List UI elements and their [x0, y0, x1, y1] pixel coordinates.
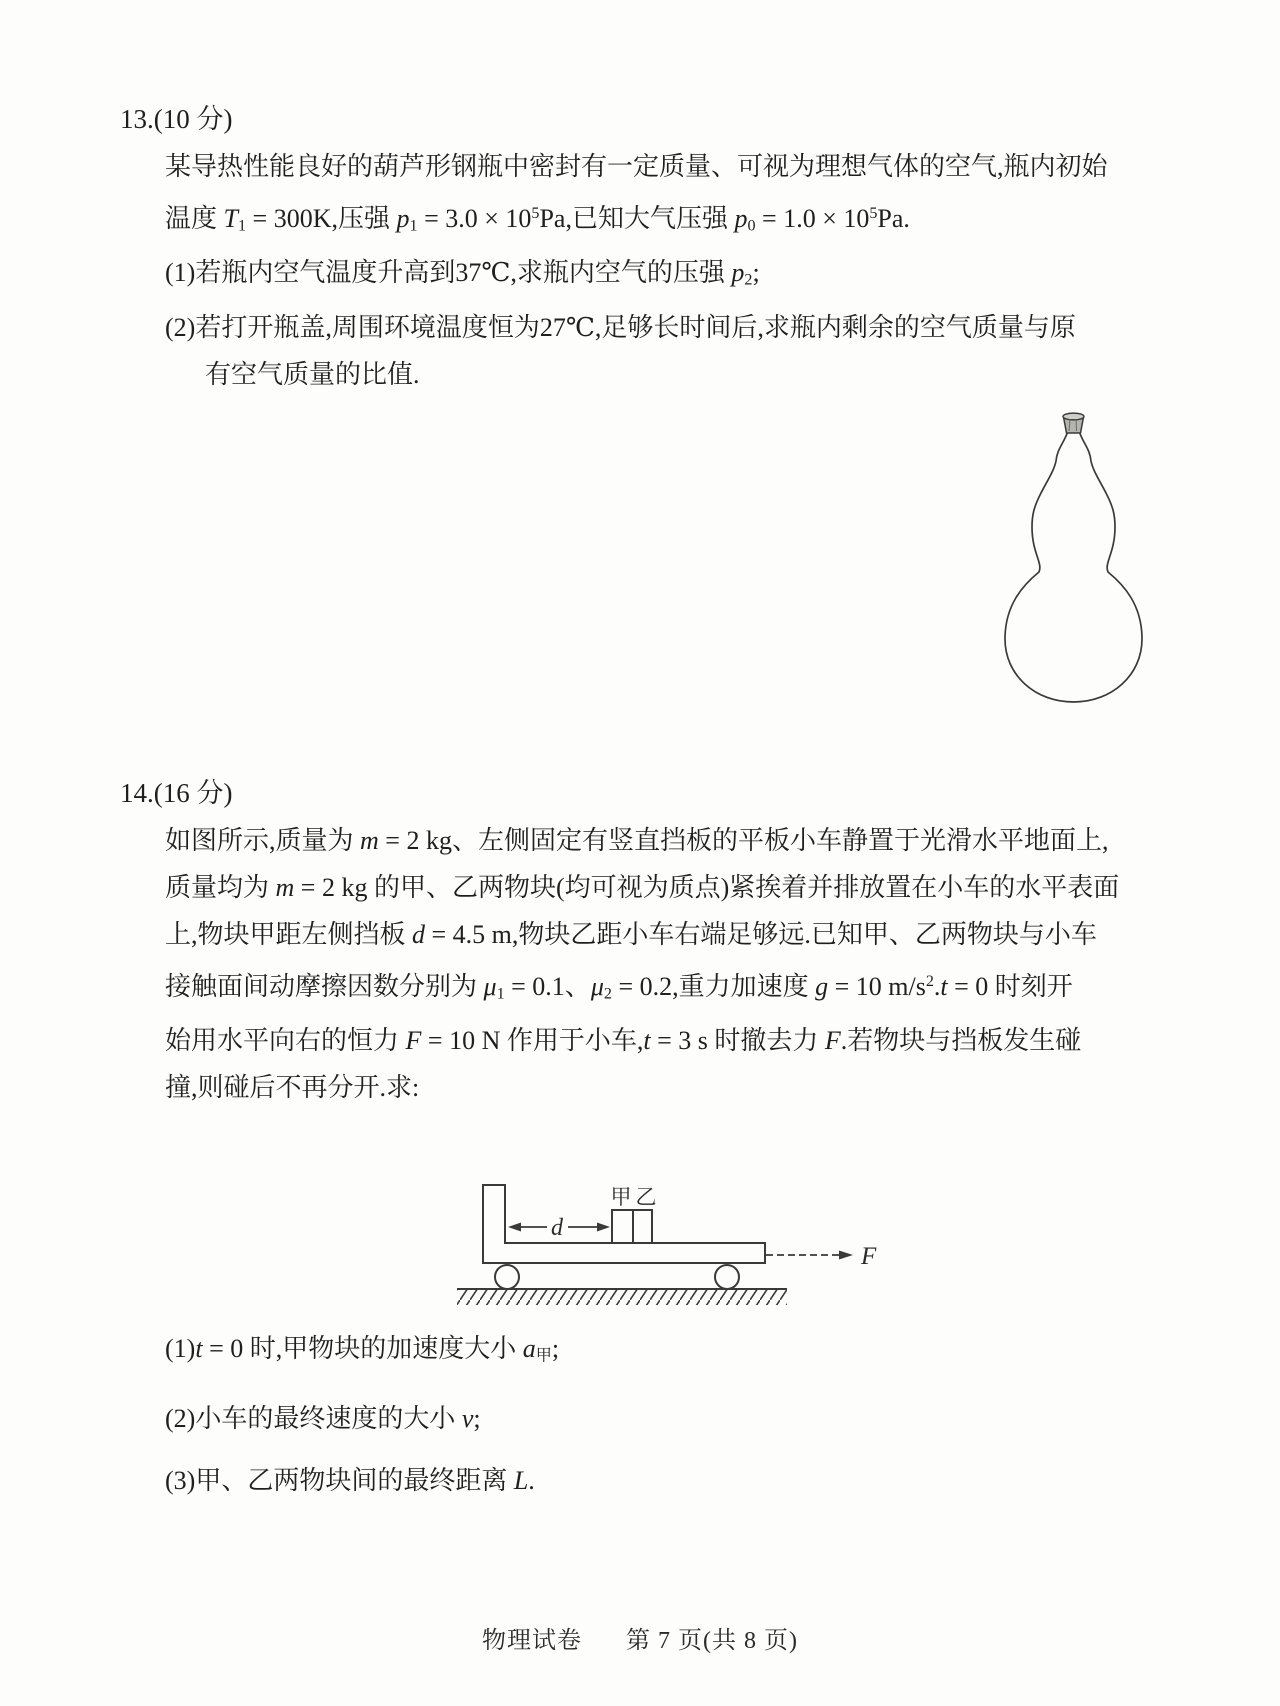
- exam-title: 物理试卷: [482, 1628, 582, 1654]
- question-13-header: [120, 96, 1140, 143]
- question-14-number: 14.: [120, 778, 154, 808]
- cart-figure: [420, 1180, 900, 1315]
- block-yi: [633, 1210, 652, 1243]
- question-14-text-line-5: 始用水平向右的恒力 F = 10 N 作用于小车,t = 3 s 时撤去力 F.若物块与挡板发生碰: [165, 1026, 1082, 1056]
- wheel-right-icon: [715, 1265, 739, 1289]
- page-indicator: 第 7 页(共 8 页): [626, 1628, 798, 1654]
- question-13-number: 13.: [120, 104, 154, 134]
- block-yi-label: 乙: [635, 1185, 657, 1209]
- question-14-header: [120, 770, 1140, 817]
- gourd-bottle-figure: [995, 405, 1155, 705]
- question-13-text-line-1: 某导热性能良好的葫芦形钢瓶中密封有一定质量、可视为理想气体的空气,瓶内初始: [165, 152, 1108, 181]
- question-14: [120, 770, 1140, 1111]
- question-14-items: [165, 1318, 1065, 1512]
- question-14-subitem-3: (3)甲、乙两物块间的最终距离 L.: [165, 1465, 535, 1495]
- wheel-left-icon: [495, 1265, 519, 1289]
- question-14-text-line-1: 如图所示,质量为 m = 2 kg、左侧固定有竖直挡板的平板小车静置于光滑水平地面上,: [165, 826, 1109, 855]
- question-14-text-line-6: 撞,则碰后不再分开.求:: [165, 1073, 420, 1103]
- question-13: [120, 96, 1140, 398]
- page-footer: [0, 1620, 1280, 1655]
- distance-label: d: [551, 1215, 563, 1241]
- gourd-outline: [1005, 431, 1142, 702]
- question-13-text-line-2: 温度 T1 = 300K,压强 $p1 = 3.0 \times 10^5Pa$,已知大气压强 $p0 = 1.0 \times 10^5Pa$.: [165, 203, 910, 235]
- force-arrow: [766, 1251, 853, 1260]
- question-14-subitem-2: (2)小车的最终速度的大小 v;: [165, 1403, 481, 1433]
- question-14-score: (16 分): [153, 778, 233, 808]
- question-14-text-line-2: 质量均为 m = 2 kg 的甲、乙两物块(均可视为质点)紧挨着并排放置在小车的水平表面: [165, 873, 1120, 902]
- question-14-text-line-3: 上,物块甲距左侧挡板 d = 4.5 m,物块乙距小车右端足够远.已知甲、乙两物块与小车: [165, 920, 1097, 949]
- ground: [457, 1289, 787, 1305]
- question-13-subitem-2-cont: 有空气质量的比值.: [205, 359, 420, 389]
- block-jia: [612, 1210, 633, 1243]
- question-13-score: (10 分): [153, 104, 233, 134]
- question-13-subitem-2: (2)若打开瓶盖,周围环境温度恒为27℃,足够长时间后,求瓶内剩余的空气质量与原: [165, 312, 1076, 342]
- question-14-text-line-4: 接触面间动摩擦因数分别为 μ1 = 0.1、μ2 = 0.2,重力加速度 g = 10 $m/s^2.t = 0$ 时刻开: [165, 971, 1073, 1003]
- force-label: F: [861, 1243, 877, 1270]
- gourd-stopper-icon: [1063, 413, 1084, 433]
- block-jia-label: 甲: [610, 1185, 632, 1209]
- question-14-subitem-1: (1)t = 0 时,甲物块的加速度大小 a甲;: [165, 1334, 560, 1365]
- question-13-subitem-1: (1)若瓶内空气温度升高到37℃,求瓶内空气的压强 p2;: [165, 258, 760, 289]
